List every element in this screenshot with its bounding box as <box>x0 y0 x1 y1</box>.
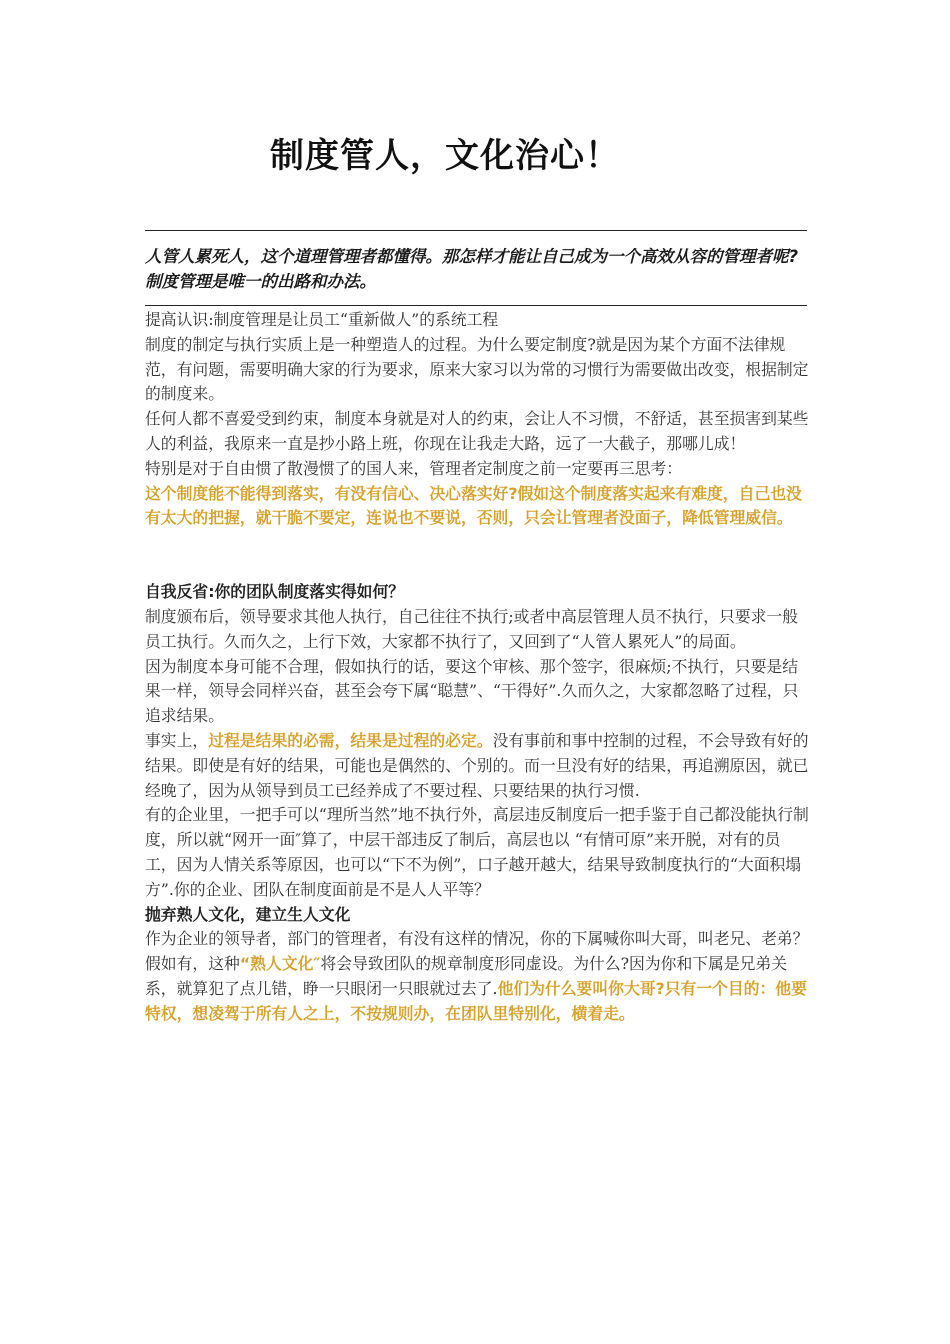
paragraph: 制度颁布后，领导要求其他人执行，自己往往不执行;或者中高层管理人员不执行，只要求一般员工执行。久而久之，上行下效，大家都不执行了，又回到了“人管人累死人”的局面。 <box>145 606 798 651</box>
highlight-span: 他们为什么要叫你大哥?只有一个目的：他要特权，想凌驾于所有人之上，不按规则办，在团队里特别化，横着走。 <box>145 978 807 1023</box>
article-body <box>145 308 809 1027</box>
paragraph: 任何人都不喜爱受到约束，制度本身就是对人的约束，会让人不习惯，不舒适，甚至损害到某些人的利益，我原来一直是抄小路上班，你现在让我走大路，远了一大截子，那哪儿成！ <box>145 409 809 453</box>
paragraph: 因为制度本身可能不合理，假如执行的话，要这个审核、那个签字，很麻烦;不执行，只要是结果一样，领导会同样兴奋，甚至会夸下属“聪慧”、“干得好”.久而久之，大家都忽略了过程，只追求结果。 <box>145 656 799 726</box>
abstract: 人管人累死人，这个道理管理者都懂得。那怎样才能让自己成为一个高效从容的管理者呢?制度管理是唯一的出路和办法。 <box>145 247 799 291</box>
section-heading-3: 抛弃熟人文化，建立生人文化 <box>145 904 351 924</box>
spacer <box>145 531 809 580</box>
highlight-span: 过程是结果的必需，结果是过程的必定。 <box>208 730 493 750</box>
highlight-paragraph: 这个制度能不能得到落实，有没有信心、决心落实好?假如这个制度落实起来有难度，自己也没有太大的把握，就干脆不要定，连说也不要说，否则，只会让管理者没面子，降低管理威信。 <box>145 483 802 528</box>
section-heading-2: 自我反省:你的团队制度落实得如何？ <box>145 582 405 602</box>
paragraph-mixed <box>145 927 809 1026</box>
paragraph-mixed <box>145 729 809 803</box>
text-span: 作为企业的领导者，部门的管理者，有没有这样的情况，你的下属喊你叫大哥，叫老兄、老弟？假如有，这种 <box>145 929 809 974</box>
text-span: 将会导致团队的规章制度形同虚设。为什么?因为你和下属是兄弟关系，就算犯了点儿错，睁一只眼闭一只眼就过去了. <box>145 954 788 998</box>
top-rule <box>145 230 807 231</box>
highlight-span: “熟人文化″ <box>239 954 321 974</box>
paragraph: 制度的制定与执行实质上是一种塑造人的过程。为什么要定制度?就是因为某个方面不法律规范，有问题，需要明确大家的行为要求，原来大家习以为常的习惯行为需要做出改变，根据制定的制度来。 <box>145 334 809 404</box>
section-heading-1: 提高认识:制度管理是让员工“重新做人”的系统工程 <box>145 310 499 329</box>
paragraph: 特别是对于自由惯了散漫惯了的国人来，管理者定制度之前一定要再三思考： <box>145 458 683 478</box>
text-span: 事实上， <box>145 730 209 750</box>
paragraph: 有的企业里，一把手可以“理所当然”地不执行外，高层违反制度后一把手鉴于自己都没能执行制度，所以就“网开一面″算了，中层干部违反了制后，高层也以 “有情可原”来开脱，对有的员工，因为人情关系等原因，也可以“下不为例”，口子越开越大，结果导致制度执行的“大面积塌方”.你的企业、团队在制度面前是不是人人平等？ <box>145 805 809 899</box>
text-span: 没有事前和事中控制的过程，不会导致有好的结果。即使是有好的结果，可能也是偶然的、个别的。而一旦没有好的结果，再追溯原因，就已经晚了，因为从领导到员工已经养成了不要过程、只要结果的执行习惯. <box>145 730 809 800</box>
bottom-rule <box>145 305 807 306</box>
page-title: 制度管人，文化治心！ <box>270 136 620 176</box>
